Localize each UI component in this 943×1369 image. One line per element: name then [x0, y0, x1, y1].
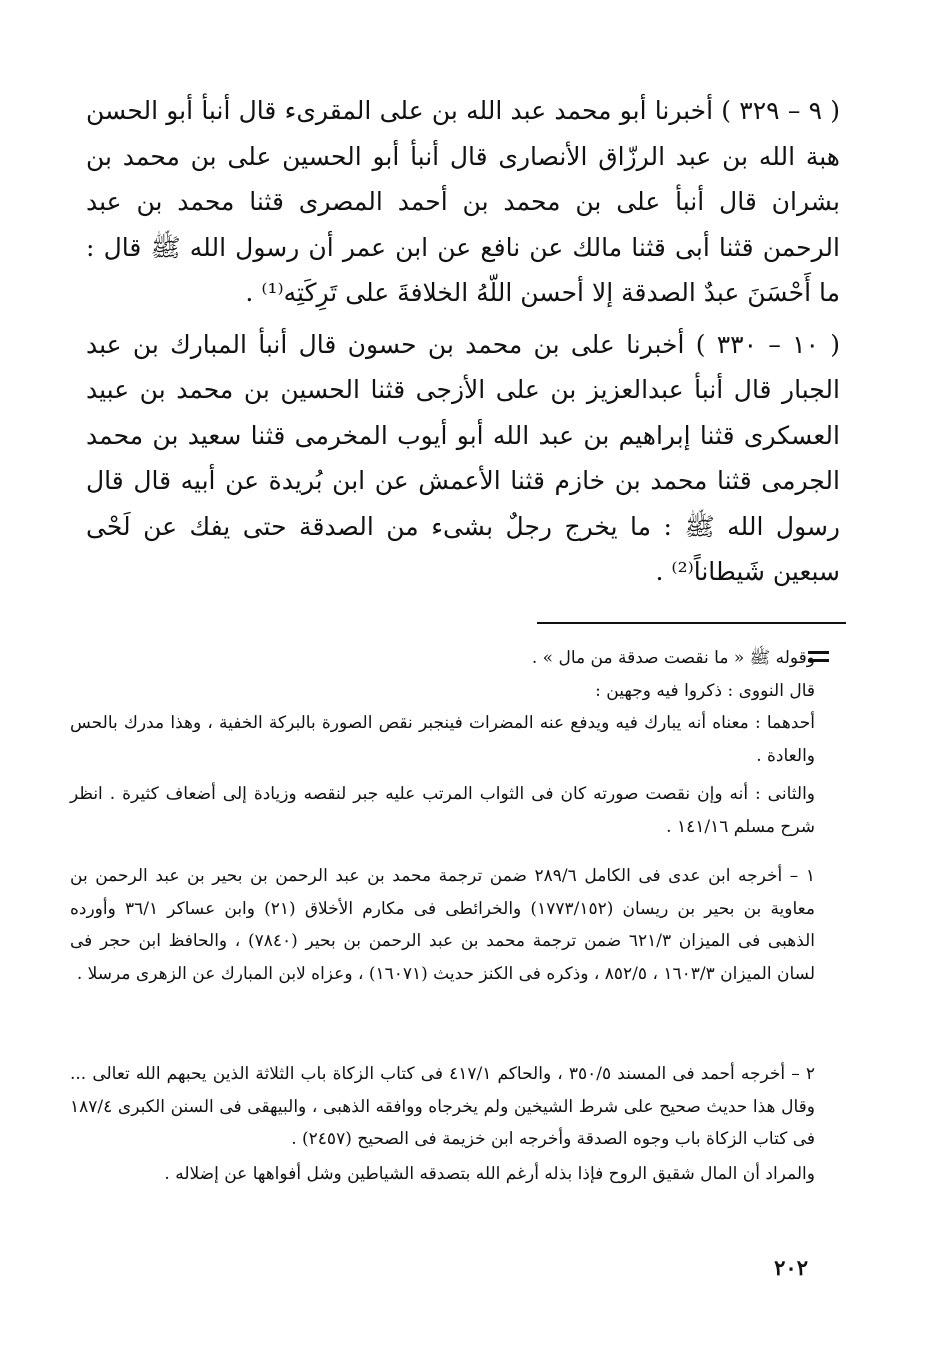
hadith-paragraph-330: ( ١٠ – ٣٣٠ ) أخبرنا على بن محمد بن حسون قال أنبأ المبارك بن عبد الجبار قال أنبأ عبدالعزيز بن على الأزجى قثنا الحسين بن محمد بن عبيد العسكرى قثنا إبراهيم بن عبد الله أبو أيوب المخرمى قثنا سعيد بن محمد الجرمى قثنا محمد بن خازم قثنا الأعمش عن ابن بُريدة عن أبيه قال قال رسول الله ﷺ : ما يخرج رجلٌ بشىء من الصدقة حتى يفك عن لَحْى سبعين شَيطاناً⁽²⁾ . [86, 329, 840, 586]
footnote-second-meaning: والثانى : أنه وإن نقصت صورته كان فى الثواب المرتب عليه جبر لنقصه وزيادة إلى أضعاف كثيرة . انظر شرح مسلم ١٤١/١٦ . [70, 784, 815, 837]
footnote-1 [70, 860, 815, 990]
page-number: ٢٠٢ [774, 1255, 808, 1280]
footnote-separator-rule [537, 622, 846, 624]
hadith-paragraph-329: ( ٩ – ٣٢٩ ) أخبرنا أبو محمد عبد الله بن على المقرىء قال أنبأ أبو الحسن هبة الله بن عبد الرزّاق الأنصارى قال أنبأ أبو الحسين على بن محمد بن بشران قال أنبأ على بن محمد بن أحمد المصرى قثنا محمد بن عبد الرحمن قثنا أبى قثنا مالك عن نافع عن ابن عمر أن رسول الله ﷺ قال : ما أَحْسَنَ عبدٌ الصدقة إلا أحسن اللّهُ الخلافةَ على تَرِكَتِه⁽¹⁾ . [86, 96, 840, 307]
footnote-quote-line: وقوله ﷺ « ما نقصت صدقة من مال » . [531, 648, 815, 668]
footnote-2-explanation: والمراد أن المال شقيق الروح فإذا بذله أرغم الله بتصدقه الشياطين وشل أفواهها عن إضلاله . [164, 1163, 815, 1184]
footnote-first-meaning: أحدهما : معناه أنه يبارك فيه ويدفع عنه المضرات فينجبر نقص الصورة بالبركة الخفية ، وهذا مدرك بالحس والعادة . [70, 713, 815, 766]
footnote-continued [70, 642, 815, 843]
footnote-1-text: ١ – أخرجه ابن عدى فى الكامل ٢٨٩/٦ ضمن ترجمة محمد بن عبد الرحمن بن بحير بن عبد الرحمن بن معاوية بن بحير بن ريسان (١٧٧٣/١٥٢) والخرائطى فى مكارم الأخلاق (٢١) وابن عساكر ٣٦/١ وأورده الذهبى فى الميزان ٦٢١/٣ ضمن ترجمة محمد بن عبد الرحمن بن بحير (٧٨٤٠) ، والحافظ ابن حجر فى لسان الميزان ١٦٠٣/٣ ، ٨٥٢/٥ ، وذكره فى الكنز حديث (١٦٠٧١) ، وعزاه لابن المبارك عن الزهرى مرسلا . [70, 866, 816, 984]
footnote-nawawi-line: قال النووى : ذكروا فيه وجهين : [595, 680, 815, 701]
main-text [86, 88, 840, 595]
footnote-2 [70, 1058, 815, 1190]
footnote-2-text: ٢ – أخرجه أحمد فى المسند ٣٥٠/٥ ، والحاكم ٤١٧/١ فى كتاب الزكاة باب الثلاثة الذين يحبهم الله تعالى ... وقال هذا حديث صحيح على شرط الشيخين ولم يخرجاه ووافقه الذهبى ، والبيهقى فى السنن الكبرى ١٨٧/٤ فى كتاب الزكاة باب وجوه الصدقة وأخرجه ابن خزيمة فى الصحيح (٢٤٥٧) . [70, 1064, 815, 1149]
